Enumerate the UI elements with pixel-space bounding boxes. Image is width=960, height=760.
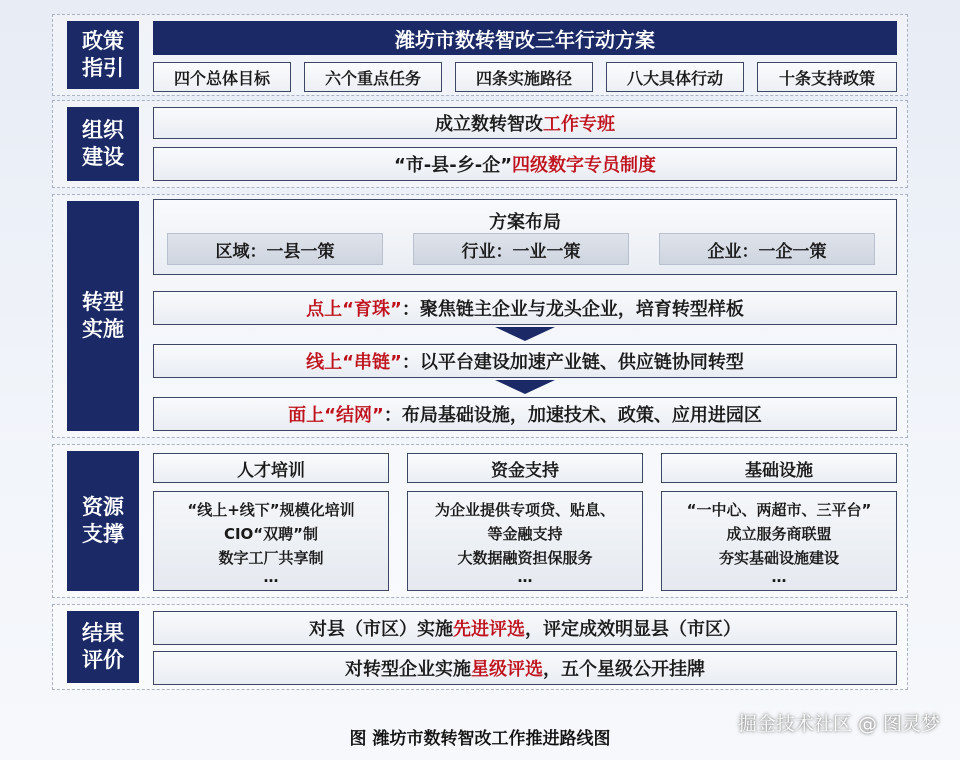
support-side-label bbox=[67, 451, 139, 591]
eval-row2-highlight: 星级评选 bbox=[471, 659, 543, 680]
org-row2-highlight: 四级数字专员制度 bbox=[512, 155, 657, 176]
eval-row2-text: 对转型企业实施 bbox=[345, 659, 471, 680]
support-body-funding bbox=[407, 491, 643, 591]
watermark: 掘金技术社区 @ 图灵梦 bbox=[737, 713, 940, 735]
down-arrow-icon bbox=[495, 327, 555, 341]
org-side-label bbox=[67, 107, 139, 181]
support-side-line2: 支撑 bbox=[82, 522, 124, 546]
surface-highlight: 面上“结网” bbox=[288, 405, 384, 426]
org-row-taskforce bbox=[153, 107, 897, 139]
support-section bbox=[52, 444, 908, 598]
support-line: CIO“双聘”制 bbox=[223, 525, 319, 543]
support-line: “线上+线下”规模化培训 bbox=[187, 501, 355, 519]
implement-side-line1: 转型 bbox=[82, 290, 124, 314]
eval-row1-highlight: 先进评选 bbox=[453, 619, 525, 640]
support-line: 等金融支持 bbox=[487, 525, 563, 543]
support-head-funding: 资金支持 bbox=[407, 453, 643, 483]
org-row1-text: 成立数转智改 bbox=[435, 114, 543, 135]
eval-side-line1: 结果 bbox=[82, 621, 124, 645]
policy-side-line2: 指引 bbox=[82, 56, 124, 80]
plan-enterprise: 企业：一企一策 bbox=[659, 233, 875, 265]
support-line: 夯实基础设施建设 bbox=[718, 549, 839, 567]
policy-title: 潍坊市数转智改三年行动方案 bbox=[153, 21, 897, 55]
org-section bbox=[52, 100, 908, 188]
eval-row1-text: 对县（市区）实施 bbox=[309, 619, 453, 640]
policy-item: 十条支持政策 bbox=[757, 62, 897, 92]
support-line: 成立服务商联盟 bbox=[726, 525, 832, 543]
support-ellipsis: … bbox=[517, 568, 533, 586]
eval-side-label bbox=[67, 611, 139, 683]
plan-region: 区域：一县一策 bbox=[167, 233, 383, 265]
org-side-line1: 组织 bbox=[82, 118, 124, 142]
point-highlight: 点上“育珠” bbox=[306, 299, 402, 320]
policy-side-label bbox=[67, 21, 139, 89]
policy-section bbox=[52, 14, 908, 96]
support-body-infrastructure bbox=[661, 491, 897, 591]
implement-section bbox=[52, 194, 908, 438]
policy-item: 四条实施路径 bbox=[455, 62, 593, 92]
support-body-talent bbox=[153, 491, 389, 591]
line-highlight: 线上“串链” bbox=[306, 352, 402, 373]
org-row1-highlight: 工作专班 bbox=[543, 114, 615, 135]
implement-side-line2: 实施 bbox=[82, 317, 124, 341]
surface-text: ：布局基础设施，加速技术、政策、应用进园区 bbox=[383, 405, 762, 426]
implement-side-label bbox=[67, 201, 139, 431]
policy-item: 四个总体目标 bbox=[153, 62, 291, 92]
org-row2-text: “市-县-乡-企” bbox=[393, 155, 513, 176]
support-line: “一中心、两超市、三平台” bbox=[686, 501, 872, 519]
org-side-line2: 建设 bbox=[82, 145, 124, 169]
eval-row1-suffix: ，评定成效明显县（市区） bbox=[525, 619, 741, 640]
support-line: 大数据融资担保服务 bbox=[457, 549, 593, 567]
support-line: 为企业提供专项贷、贴息、 bbox=[434, 501, 615, 519]
eval-section bbox=[52, 604, 908, 690]
support-line: 数字工厂共享制 bbox=[218, 549, 324, 567]
surface-row bbox=[153, 397, 897, 431]
support-ellipsis: … bbox=[771, 568, 787, 586]
eval-row-county bbox=[153, 611, 897, 645]
point-row bbox=[153, 291, 897, 325]
plan-layout-title: 方案布局 bbox=[489, 212, 561, 233]
line-row bbox=[153, 344, 897, 378]
line-text: ：以平台建设加速产业链、供应链协同转型 bbox=[401, 352, 744, 373]
support-ellipsis: … bbox=[263, 568, 279, 586]
point-text: ：聚焦链主企业与龙头企业，培育转型样板 bbox=[401, 299, 744, 320]
support-head-talent: 人才培训 bbox=[153, 453, 389, 483]
support-head-infrastructure: 基础设施 bbox=[661, 453, 897, 483]
org-row-commissioner bbox=[153, 147, 897, 181]
eval-side-line2: 评价 bbox=[82, 648, 124, 672]
support-side-line1: 资源 bbox=[82, 495, 124, 519]
policy-item: 八大具体行动 bbox=[606, 62, 744, 92]
eval-row-enterprise bbox=[153, 651, 897, 685]
policy-item: 六个重点任务 bbox=[304, 62, 442, 92]
policy-side-line1: 政策 bbox=[82, 29, 124, 53]
eval-row2-suffix: ，五个星级公开挂牌 bbox=[543, 659, 705, 680]
plan-industry: 行业：一业一策 bbox=[413, 233, 629, 265]
figure-caption: 图 潍坊市数转智改工作推进路线图 bbox=[349, 729, 611, 749]
down-arrow-icon bbox=[495, 380, 555, 394]
